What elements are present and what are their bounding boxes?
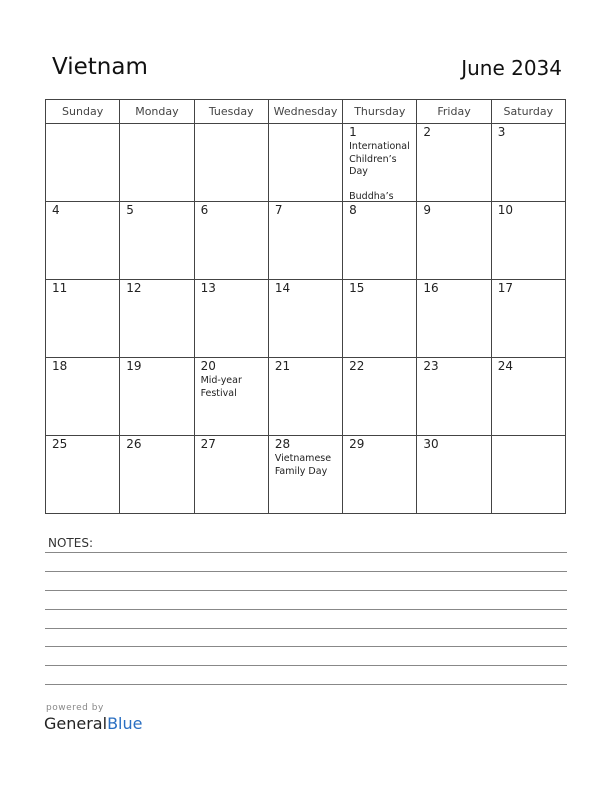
day-cell-content [201, 437, 268, 512]
note-line [45, 552, 567, 553]
day-number: 23 [423, 359, 439, 373]
day-number: 25 [52, 437, 68, 451]
powered-by-text: powered by [46, 703, 104, 713]
day-cell-content [423, 359, 490, 434]
day-cell-content [275, 359, 342, 434]
day-cell-content [498, 203, 565, 278]
day-cell [120, 202, 194, 280]
weekday-wednesday: Wednesday [268, 100, 342, 124]
day-cell [194, 436, 268, 514]
day-number: 14 [274, 281, 291, 295]
footer-branding [44, 703, 142, 733]
generalblue-logo[interactable] [44, 714, 142, 733]
day-number: 29 [349, 437, 365, 451]
day-cell [343, 280, 417, 358]
note-line [45, 646, 567, 647]
day-cell-content [52, 203, 119, 278]
note-line [45, 628, 567, 629]
day-number: 22 [349, 359, 365, 373]
day-number: 13 [200, 281, 216, 295]
day-cell-content [349, 437, 416, 512]
day-cell-content [349, 281, 416, 356]
day-number: 6 [200, 203, 209, 217]
note-line [45, 571, 567, 572]
weekday-friday: Friday [417, 100, 491, 124]
day-cell [268, 280, 342, 358]
day-number: 2 [423, 125, 432, 139]
weekday-sunday: Sunday [46, 100, 120, 124]
day-cell [268, 124, 342, 202]
country-title: Vietnam [52, 54, 148, 80]
day-number: 30 [423, 437, 439, 451]
day-number: 7 [274, 203, 283, 217]
day-cell-content [275, 437, 342, 512]
day-number: 12 [126, 281, 142, 295]
note-line [45, 684, 567, 685]
notes-label: NOTES: [48, 536, 93, 550]
week-row [46, 202, 566, 280]
month-year-title: June 2034 [461, 56, 562, 80]
day-cell [120, 436, 194, 514]
day-cell-content [52, 437, 119, 512]
day-cell-content [498, 281, 565, 356]
day-cell [491, 358, 565, 436]
day-number: 5 [126, 203, 134, 217]
weekday-thursday: Thursday [343, 100, 417, 124]
day-cell-content [52, 281, 119, 356]
day-number: 16 [423, 281, 439, 295]
day-number: 17 [497, 281, 513, 295]
day-cell-content [52, 359, 119, 434]
day-number: 3 [497, 125, 506, 139]
day-cell [417, 358, 491, 436]
week-row [46, 124, 566, 202]
day-cell-content [126, 359, 193, 434]
day-cell-content [349, 203, 416, 278]
day-cell [120, 280, 194, 358]
week-row [46, 280, 566, 358]
day-cell [417, 124, 491, 202]
week-row [46, 358, 566, 436]
day-cell-content [201, 359, 268, 434]
day-cell-content [423, 437, 490, 512]
day-cell [491, 202, 565, 280]
day-cell [343, 436, 417, 514]
day-cell-content [126, 125, 193, 200]
day-cell-content [275, 281, 342, 356]
day-number: 20 [200, 359, 216, 373]
day-number: 11 [52, 281, 68, 295]
day-cell-content [201, 281, 268, 356]
day-number: 9 [423, 203, 432, 217]
note-line [45, 609, 567, 610]
day-cell [268, 358, 342, 436]
day-cell [491, 436, 565, 514]
day-cell-content [126, 203, 193, 278]
day-cell [491, 124, 565, 202]
day-cell [194, 202, 268, 280]
day-number: 28 [274, 437, 291, 451]
day-cell-content [52, 125, 119, 200]
note-line [45, 590, 567, 591]
day-cell-content [349, 125, 416, 200]
day-cell [194, 280, 268, 358]
day-number: 1 [349, 125, 357, 139]
day-cell-content [275, 125, 342, 200]
day-cell [120, 358, 194, 436]
brand-blue-text: Blue [107, 714, 143, 733]
day-cell [46, 124, 120, 202]
day-cell-content [349, 359, 416, 434]
weekday-saturday: Saturday [491, 100, 565, 124]
day-cell-content [423, 125, 490, 200]
day-cell-content [201, 203, 268, 278]
day-cell [417, 280, 491, 358]
day-cell [417, 436, 491, 514]
day-number: 15 [349, 281, 365, 295]
holiday-label: Mid-year Festival [200, 375, 242, 399]
day-cell-content [498, 437, 565, 512]
day-cell-content [423, 203, 490, 278]
weekday-monday: Monday [120, 100, 194, 124]
day-cell [343, 358, 417, 436]
day-number: 27 [200, 437, 216, 451]
day-number: 26 [126, 437, 142, 451]
brand-general-text: General [44, 714, 108, 733]
day-cell [46, 202, 120, 280]
weekday-header-row [46, 100, 566, 124]
day-cell [46, 436, 120, 514]
week-row [46, 436, 566, 514]
day-cell [194, 358, 268, 436]
day-cell [46, 280, 120, 358]
calendar-grid [45, 99, 566, 514]
day-cell-content [498, 359, 565, 434]
day-cell-content [126, 281, 193, 356]
note-line [45, 665, 567, 666]
day-cell [268, 202, 342, 280]
day-cell [343, 202, 417, 280]
day-cell [194, 124, 268, 202]
day-cell [491, 280, 565, 358]
day-number: 21 [274, 359, 291, 373]
day-cell-content [201, 125, 268, 200]
day-cell [343, 124, 417, 202]
day-number: 19 [126, 359, 142, 373]
day-number: 8 [349, 203, 357, 217]
day-cell [268, 436, 342, 514]
weekday-tuesday: Tuesday [194, 100, 268, 124]
day-cell-content [498, 125, 565, 200]
day-number: 24 [497, 359, 513, 373]
day-number: 10 [497, 203, 513, 217]
day-cell-content [423, 281, 490, 356]
day-number: 4 [52, 203, 60, 217]
day-cell [417, 202, 491, 280]
holiday-label: Buddha’s [349, 190, 394, 200]
holiday-label: Vietnamese Family Day [274, 453, 332, 477]
day-cell-content [275, 203, 342, 278]
day-cell [120, 124, 194, 202]
day-number: 18 [52, 359, 68, 373]
day-cell-content [126, 437, 193, 512]
day-cell [46, 358, 120, 436]
holiday-label: International Children’s Day [349, 141, 410, 177]
